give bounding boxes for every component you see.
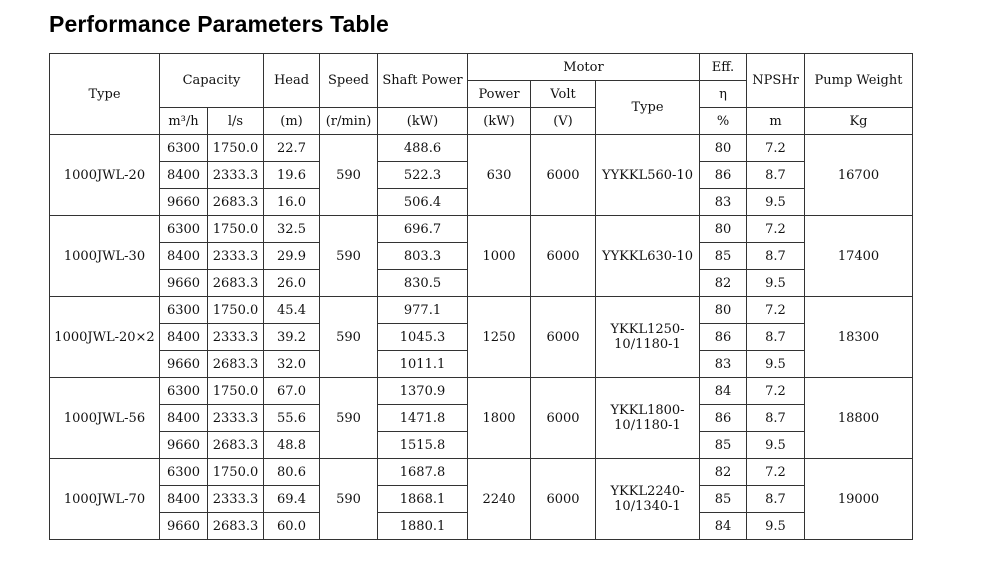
shaft-power-cell: 488.6 (378, 135, 468, 162)
pump-type-cell: 1000JWL-20×2 (50, 297, 160, 378)
shaft-power-cell: 1370.9 (378, 378, 468, 405)
head-cell: 16.0 (264, 189, 320, 216)
head-cell: 39.2 (264, 324, 320, 351)
capacity-ls-cell: 2683.3 (208, 189, 264, 216)
header-motor-power: Power (468, 81, 531, 108)
efficiency-cell: 85 (700, 243, 747, 270)
capacity-m3h-cell: 9660 (160, 432, 208, 459)
head-cell: 45.4 (264, 297, 320, 324)
shaft-power-cell: 1868.1 (378, 486, 468, 513)
efficiency-cell: 84 (700, 513, 747, 540)
head-cell: 48.8 (264, 432, 320, 459)
head-cell: 22.7 (264, 135, 320, 162)
npshr-cell: 8.7 (747, 324, 805, 351)
speed-cell: 590 (320, 135, 378, 216)
capacity-ls-cell: 2333.3 (208, 405, 264, 432)
unit-motor-volt: (V) (531, 108, 596, 135)
npshr-cell: 9.5 (747, 189, 805, 216)
pump-weight-cell: 19000 (805, 459, 913, 540)
efficiency-cell: 83 (700, 351, 747, 378)
shaft-power-cell: 696.7 (378, 216, 468, 243)
shaft-power-cell: 1045.3 (378, 324, 468, 351)
shaft-power-cell: 977.1 (378, 297, 468, 324)
speed-cell: 590 (320, 297, 378, 378)
pump-type-cell: 1000JWL-56 (50, 378, 160, 459)
table-row (50, 216, 913, 243)
pump-type-cell: 1000JWL-70 (50, 459, 160, 540)
capacity-ls-cell: 1750.0 (208, 216, 264, 243)
unit-weight: Kg (805, 108, 913, 135)
unit-motor-power: (kW) (468, 108, 531, 135)
unit-npshr: m (747, 108, 805, 135)
motor-volt-cell: 6000 (531, 216, 596, 297)
page-title: Performance Parameters Table (49, 11, 389, 37)
capacity-ls-cell: 1750.0 (208, 135, 264, 162)
motor-power-cell: 1800 (468, 378, 531, 459)
pump-weight-cell: 16700 (805, 135, 913, 216)
table-row (50, 297, 913, 324)
header-motor-type: Type (596, 81, 700, 135)
capacity-m3h-cell: 8400 (160, 243, 208, 270)
capacity-m3h-cell: 9660 (160, 513, 208, 540)
header-head: Head (264, 54, 320, 108)
motor-volt-cell: 6000 (531, 135, 596, 216)
npshr-cell: 8.7 (747, 243, 805, 270)
unit-eff: % (700, 108, 747, 135)
capacity-ls-cell: 2333.3 (208, 162, 264, 189)
head-cell: 60.0 (264, 513, 320, 540)
motor-power-cell: 1250 (468, 297, 531, 378)
head-cell: 32.0 (264, 351, 320, 378)
speed-cell: 590 (320, 378, 378, 459)
motor-type-cell: YKKL1800- 10/1180-1 (596, 378, 700, 459)
header-speed: Speed (320, 54, 378, 108)
npshr-cell: 9.5 (747, 351, 805, 378)
efficiency-cell: 82 (700, 459, 747, 486)
shaft-power-cell: 506.4 (378, 189, 468, 216)
efficiency-cell: 80 (700, 216, 747, 243)
npshr-cell: 7.2 (747, 216, 805, 243)
capacity-ls-cell: 2683.3 (208, 432, 264, 459)
pump-weight-cell: 18800 (805, 378, 913, 459)
motor-type-cell: YYKKL560-10 (596, 135, 700, 216)
header-motor: Motor (468, 54, 700, 81)
capacity-ls-cell: 1750.0 (208, 459, 264, 486)
npshr-cell: 7.2 (747, 135, 805, 162)
shaft-power-cell: 522.3 (378, 162, 468, 189)
pump-type-cell: 1000JWL-20 (50, 135, 160, 216)
capacity-m3h-cell: 9660 (160, 189, 208, 216)
header-type: Type (50, 54, 160, 135)
npshr-cell: 7.2 (747, 459, 805, 486)
shaft-power-cell: 803.3 (378, 243, 468, 270)
capacity-ls-cell: 2333.3 (208, 324, 264, 351)
npshr-cell: 8.7 (747, 405, 805, 432)
header-motor-volt: Volt (531, 81, 596, 108)
capacity-m3h-cell: 8400 (160, 324, 208, 351)
head-cell: 26.0 (264, 270, 320, 297)
table-row (50, 459, 913, 486)
npshr-cell: 9.5 (747, 432, 805, 459)
efficiency-cell: 86 (700, 405, 747, 432)
head-cell: 29.9 (264, 243, 320, 270)
shaft-power-cell: 1880.1 (378, 513, 468, 540)
motor-power-cell: 1000 (468, 216, 531, 297)
capacity-ls-cell: 2683.3 (208, 351, 264, 378)
capacity-ls-cell: 2333.3 (208, 243, 264, 270)
shaft-power-cell: 1011.1 (378, 351, 468, 378)
pump-type-cell: 1000JWL-30 (50, 216, 160, 297)
efficiency-cell: 86 (700, 324, 747, 351)
table-body (50, 135, 913, 540)
motor-volt-cell: 6000 (531, 459, 596, 540)
efficiency-cell: 83 (700, 189, 747, 216)
shaft-power-cell: 830.5 (378, 270, 468, 297)
npshr-cell: 9.5 (747, 270, 805, 297)
shaft-power-cell: 1515.8 (378, 432, 468, 459)
efficiency-cell: 80 (700, 135, 747, 162)
header-eff-symbol: η (700, 81, 747, 108)
speed-cell: 590 (320, 459, 378, 540)
table-row (50, 135, 913, 162)
npshr-cell: 7.2 (747, 378, 805, 405)
speed-cell: 590 (320, 216, 378, 297)
capacity-ls-cell: 2683.3 (208, 513, 264, 540)
npshr-cell: 8.7 (747, 162, 805, 189)
pump-weight-cell: 18300 (805, 297, 913, 378)
npshr-cell: 7.2 (747, 297, 805, 324)
motor-volt-cell: 6000 (531, 297, 596, 378)
head-cell: 67.0 (264, 378, 320, 405)
header-npshr: NPSHr (747, 54, 805, 108)
capacity-m3h-cell: 6300 (160, 459, 208, 486)
capacity-m3h-cell: 9660 (160, 351, 208, 378)
header-eff: Eff. (700, 54, 747, 81)
performance-table (49, 53, 913, 540)
capacity-m3h-cell: 8400 (160, 162, 208, 189)
efficiency-cell: 82 (700, 270, 747, 297)
capacity-m3h-cell: 6300 (160, 135, 208, 162)
capacity-ls-cell: 1750.0 (208, 297, 264, 324)
unit-speed: (r/min) (320, 108, 378, 135)
capacity-ls-cell: 2333.3 (208, 486, 264, 513)
capacity-m3h-cell: 9660 (160, 270, 208, 297)
motor-power-cell: 630 (468, 135, 531, 216)
npshr-cell: 9.5 (747, 513, 805, 540)
head-cell: 55.6 (264, 405, 320, 432)
capacity-m3h-cell: 6300 (160, 216, 208, 243)
capacity-m3h-cell: 8400 (160, 486, 208, 513)
efficiency-cell: 86 (700, 162, 747, 189)
efficiency-cell: 80 (700, 297, 747, 324)
capacity-m3h-cell: 6300 (160, 297, 208, 324)
capacity-ls-cell: 1750.0 (208, 378, 264, 405)
motor-type-cell: YKKL1250- 10/1180-1 (596, 297, 700, 378)
motor-type-cell: YKKL2240- 10/1340-1 (596, 459, 700, 540)
head-cell: 32.5 (264, 216, 320, 243)
npshr-cell: 8.7 (747, 486, 805, 513)
efficiency-cell: 85 (700, 432, 747, 459)
capacity-m3h-cell: 6300 (160, 378, 208, 405)
header-pump-weight: Pump Weight (805, 54, 913, 108)
capacity-m3h-cell: 8400 (160, 405, 208, 432)
header-capacity: Capacity (160, 54, 264, 108)
table-row (50, 378, 913, 405)
head-cell: 69.4 (264, 486, 320, 513)
motor-volt-cell: 6000 (531, 378, 596, 459)
motor-type-cell: YYKKL630-10 (596, 216, 700, 297)
unit-shaft-power: (kW) (378, 108, 468, 135)
shaft-power-cell: 1471.8 (378, 405, 468, 432)
motor-power-cell: 2240 (468, 459, 531, 540)
shaft-power-cell: 1687.8 (378, 459, 468, 486)
header-shaft-power: Shaft Power (378, 54, 468, 108)
efficiency-cell: 85 (700, 486, 747, 513)
pump-weight-cell: 17400 (805, 216, 913, 297)
unit-capacity-ls: l/s (208, 108, 264, 135)
unit-capacity-m3h: m³/h (160, 108, 208, 135)
efficiency-cell: 84 (700, 378, 747, 405)
capacity-ls-cell: 2683.3 (208, 270, 264, 297)
unit-head: (m) (264, 108, 320, 135)
head-cell: 19.6 (264, 162, 320, 189)
head-cell: 80.6 (264, 459, 320, 486)
